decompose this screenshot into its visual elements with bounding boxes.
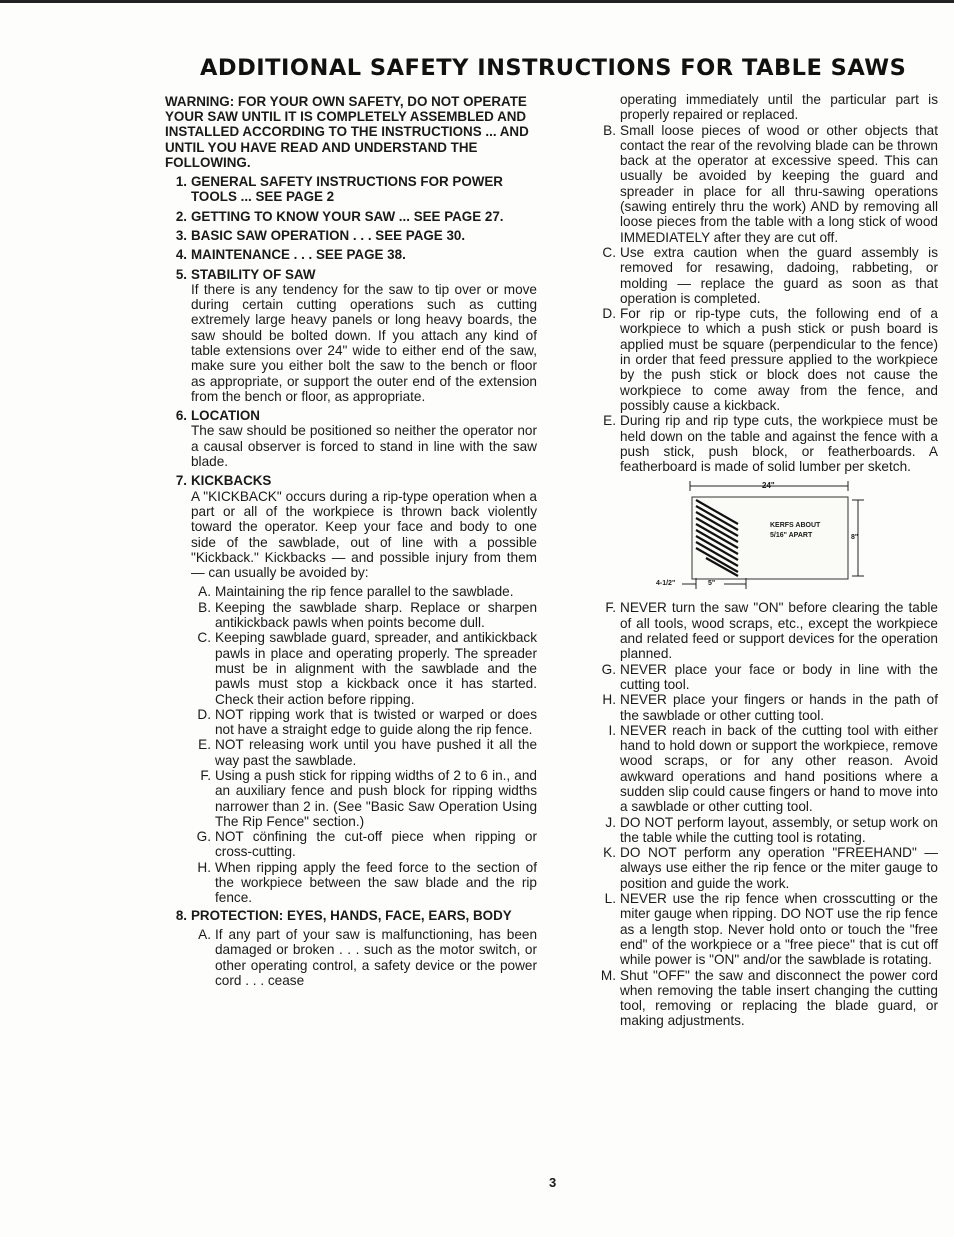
top-rule: [0, 0, 954, 3]
list-item: [193, 600, 537, 631]
item-letter: A.: [198, 584, 211, 600]
list-item: [193, 860, 537, 906]
item-letter: G.: [601, 661, 616, 677]
list-item: [596, 306, 938, 413]
item-text: NEVER reach in back of the cutting tool with either hand to hold down or support the workpiece, remove wood scraps, or for any other reason. Avoid awkward operations and hand positions where a sudden slip could cause fingers or hand to move into a sawblade or other cutting tool.: [620, 722, 938, 815]
item-text: DO NOT perform any operation "FREEHAND" — always use either the rip fence or the miter gauge to position and guide the work.: [620, 845, 938, 891]
section-stability: [165, 267, 537, 405]
list-item: [596, 891, 938, 967]
section-number: 7.: [175, 473, 187, 489]
list-item: [193, 829, 537, 860]
item-text: NOT ripping work that is twisted or warped or does not have a straight edge to guide along the rip fence.: [215, 706, 537, 738]
item-text: Keeping the sawblade sharp. Replace or sharpen antikickback pawls when points become dull.: [215, 599, 537, 631]
item-text: When ripping apply the feed force to the section of the workpiece between the saw blade and the rip fence.: [215, 859, 537, 906]
item-letter: F.: [200, 768, 211, 783]
item-letter: D.: [602, 306, 616, 322]
item-letter: B.: [198, 599, 211, 615]
section-protection: [165, 908, 537, 923]
section-general: [165, 174, 537, 205]
list-item: [596, 123, 938, 245]
item-text: NEVER use the rip fence when crosscutting or the miter gauge when ripping. DO NOT use the rip fence as a length stop. Never hold onto or touch the "free end" of the workpiece or a "free piece" that is cut off while power is "ON" and/or the sawblade is rotating.: [620, 891, 938, 968]
item-text: operating immediately until the particular part is properly repaired or replaced.: [620, 92, 938, 123]
item-letter: A.: [198, 926, 211, 942]
item-letter: M.: [600, 967, 616, 983]
item-text: NEVER place your fingers or hands in the path of the sawblade or other cutting tool.: [620, 692, 938, 723]
list-item-continued: [596, 92, 938, 123]
section-number: 2.: [175, 208, 187, 224]
list-item: [596, 692, 938, 723]
item-text: Keeping sawblade guard, spreader, and antikickback pawls in place and operating properly. The spreader must be in alignment with the sawblade and the pawls must stop a kickback once it has started. Check their action before ripping.: [215, 630, 537, 707]
section-number: 6.: [175, 408, 187, 424]
item-letter: B.: [603, 122, 616, 138]
section-number: 4.: [175, 247, 187, 263]
section-title: PROTECTION: EYES, HANDS, FACE, EARS, BODY: [191, 907, 512, 923]
list-item: [193, 737, 537, 768]
item-letter: C.: [197, 630, 211, 646]
item-letter: J.: [605, 814, 616, 830]
item-letter: E.: [198, 737, 211, 753]
item-letter: F.: [605, 600, 616, 616]
section-title: KICKBACKS: [191, 473, 272, 489]
item-text: NEVER turn the saw "ON" before clearing the table of all tools, wood scraps, etc., except the workpiece and related feed or support devices for the operation planned.: [620, 600, 938, 662]
section-body: If there is any tendency for the saw to tip over or move during certain cutting operations such as cutting extremely large heavy panels or long heavy boards, the saw should be bolted down. If you attach any kind of table extensions over 24" wide to either end of the saw, make sure you either bolt the saw to the bench or floor as appropriate, or support the outer end of the extension from the bench or floor, as appropriate.: [191, 281, 537, 404]
page-title: ADDITIONAL SAFETY INSTRUCTIONS FOR TABLE SAWS: [200, 55, 907, 81]
section-number: 1.: [175, 174, 187, 190]
item-text: NOT cönfining the cut-off piece when ripping or cross-cutting.: [215, 829, 537, 860]
item-letter: H.: [602, 692, 616, 708]
item-letter: L.: [604, 891, 616, 907]
section-title: GETTING TO KNOW YOUR SAW ... SEE PAGE 27.: [191, 208, 504, 224]
section-body: A "KICKBACK" occurs during a rip-type operation when a part or all of the workpiece is thrown back violently toward the operator. Keep your face and body to one side of the sawblade, out of line with a possible "Kickback." Kickbacks — and possible injury from them — can usually be avoided by:: [191, 488, 537, 581]
item-letter: G.: [196, 829, 211, 845]
item-text: Shut "OFF" the saw and disconnect the power cord when removing the table insert changing the cutting tool, removing or replacing the blade guard, or making adjustments.: [620, 967, 938, 1029]
section-title: STABILITY OF SAW: [191, 266, 316, 282]
list-item: [596, 845, 938, 891]
featherboard-drawing: [596, 476, 938, 594]
item-letter: C.: [602, 244, 616, 260]
list-item: [596, 723, 938, 815]
section-kickbacks: [165, 473, 537, 580]
height-dimension-label: 8": [851, 534, 859, 542]
item-text: Small loose pieces of wood or other objects that contact the rear of the revolving blade can be thrown back at the operator at excessive speed. This can usually be avoided by keeping the guard and spreader in place for all thru-sawing operations (sawing entirely thru the work) AND by removing all loose pieces from the table with a long stick of wood IMMEDIATELY after they are cut off.: [620, 122, 938, 245]
item-text: If any part of your saw is malfunctioning, has been damaged or broken . . . such as the motor switch, or other operating control, a safety device or the power cord . . . cease: [215, 926, 537, 988]
list-item: [596, 968, 938, 1029]
bottom-dimension-label: 5": [708, 580, 716, 588]
list-item: [193, 707, 537, 738]
list-item: [193, 927, 537, 988]
list-item: [596, 815, 938, 846]
section-title: MAINTENANCE . . . SEE PAGE 38.: [191, 247, 406, 263]
list-item: [596, 662, 938, 693]
kerf-label-line1: KERFS ABOUT: [770, 522, 821, 530]
item-letter: I.: [608, 722, 616, 738]
item-letter: E.: [603, 413, 616, 429]
item-text: Maintaining the rip fence parallel to the sawblade.: [215, 584, 514, 600]
list-item: [596, 413, 938, 474]
section-number: 8.: [175, 907, 187, 923]
item-letter: K.: [603, 845, 616, 861]
item-text: DO NOT perform layout, assembly, or setup work on the table while the cutting tool is rotating.: [620, 814, 938, 845]
width-dimension-label: 24": [762, 481, 775, 491]
item-letter: D.: [197, 706, 211, 722]
list-item: [596, 245, 938, 306]
section-number: 5.: [175, 266, 187, 282]
list-item: [193, 768, 537, 829]
section-body: The saw should be positioned so neither the operator nor a causal observer is forced to stand in line with the saw blade.: [191, 423, 537, 470]
right-column: [596, 92, 938, 1029]
warning-text: WARNING: FOR YOUR OWN SAFETY, DO NOT OPERATE YOUR SAW UNTIL IT IS COMPLETELY ASSEMBLED AND INSTALLED ACCORDING TO THE INSTRUCTIONS ... AND UNTIL YOU HAVE READ AND UNDERSTAND THE FOLLOWING.: [165, 94, 529, 170]
left-dimension-label: 4-1/2": [656, 580, 676, 588]
section-basic-operation: [165, 228, 537, 243]
kerf-label-line2: 5/16" APART: [770, 532, 813, 540]
section-title: LOCATION: [191, 408, 260, 424]
featherboard-sketch: [596, 476, 938, 594]
item-text: NEVER place your face or body in line with the cutting tool.: [620, 661, 938, 692]
item-text: For rip or rip-type cuts, the following end of a workpiece to which a push stick or push board is applied must be square (perpendicular to the fence) in order that feed pressure applied to the workpiece by the push stick or block does not cause the workpiece to come away from the fence, and possibly cause a kickback.: [620, 306, 938, 413]
section-location: [165, 408, 537, 469]
section-getting-to-know: [165, 209, 537, 224]
section-title: GENERAL SAFETY INSTRUCTIONS FOR POWER TOOLS ... SEE PAGE 2: [191, 174, 503, 205]
item-letter: H.: [197, 859, 211, 875]
left-column: [165, 94, 537, 988]
list-item: [596, 600, 938, 661]
item-text: NOT releasing work until you have pushed it all the way past the sawblade.: [215, 737, 537, 768]
item-text: Using a push stick for ripping widths of 2 to 6 in., and an auxiliary fence and push block for ripping widths narrower than 2 in. (See "Basic Saw Operation Using The Rip Fence" section.): [215, 768, 537, 829]
list-item: [193, 630, 537, 706]
list-item: [193, 584, 537, 599]
item-text: Use extra caution when the guard assembly is removed for resawing, dadoing, rabbeting, or molding — replace the guard as soon as that operation is completed.: [620, 244, 938, 306]
page-number: 3: [549, 1175, 557, 1190]
section-number: 3.: [175, 227, 187, 243]
section-title: BASIC SAW OPERATION . . . SEE PAGE 30.: [191, 227, 466, 243]
item-text: During rip and rip type cuts, the workpiece must be held down on the table and against the fence with a push stick, push block, or featherboards. A featherboard is made of solid lumber per sketch.: [620, 413, 938, 475]
section-maintenance: [165, 247, 537, 262]
